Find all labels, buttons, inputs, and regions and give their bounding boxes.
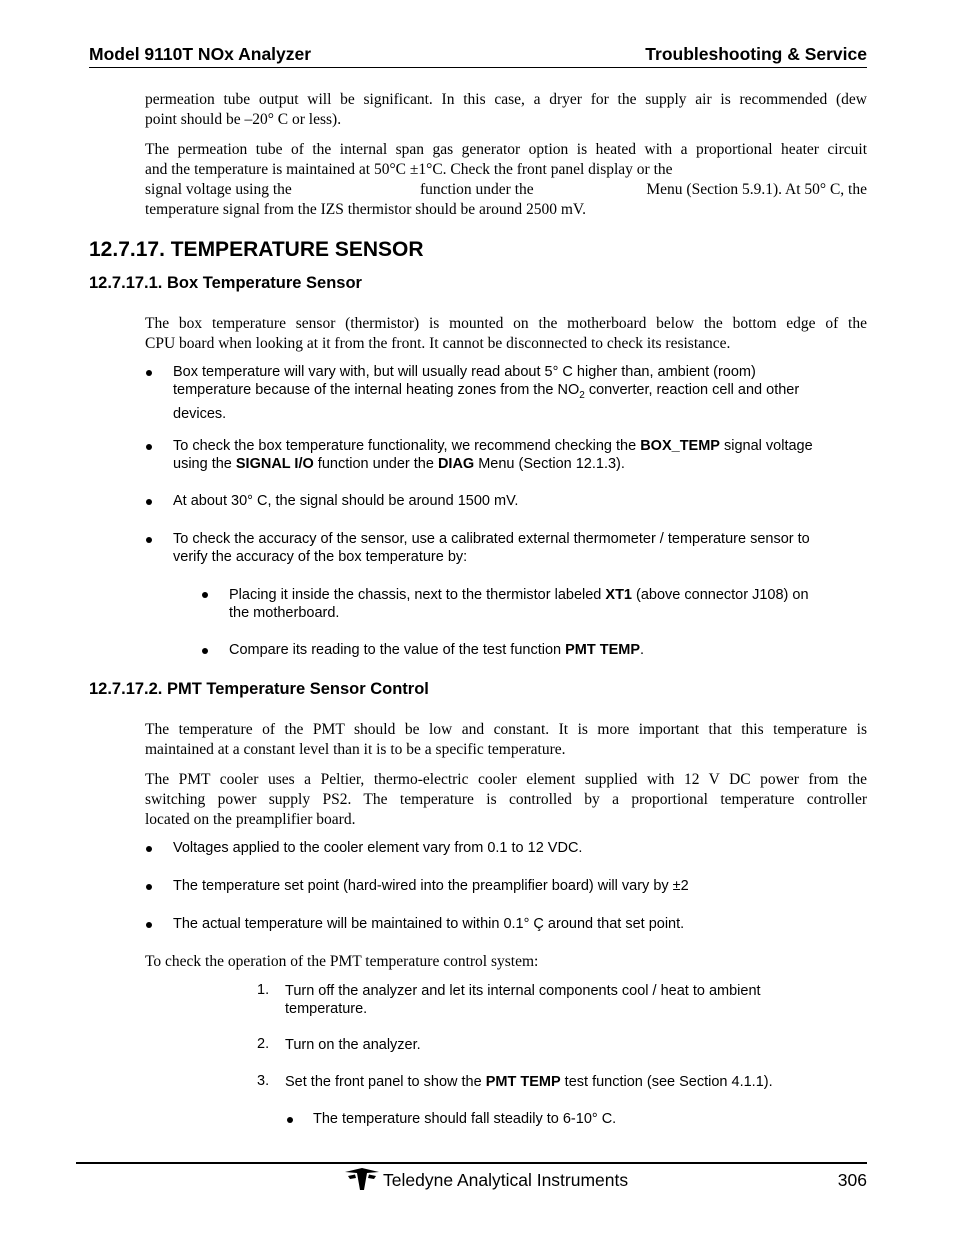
bullet-icon: [202, 648, 208, 654]
text-line: temperature.: [285, 1001, 368, 1017]
bullet-icon: [287, 1117, 293, 1123]
text-fragment: function under the: [313, 456, 438, 472]
text-line: [173, 455, 867, 473]
header-title: Model 9110T NOx Analyzer: [89, 44, 312, 64]
text-line: [145, 180, 867, 200]
thermistor-label: XT1: [605, 587, 632, 603]
text-line: permeation tube output will be significant. In this case, a dryer for the supply air is recommended (dew: [145, 91, 867, 108]
text-line: [229, 641, 867, 659]
text-line: The box temperature sensor (thermistor) is mounted on the motherboard below the bottom edge of the: [145, 315, 867, 332]
text-fragment: signal voltage: [719, 438, 813, 454]
bullet-icon: [202, 592, 208, 598]
text-fragment: signal voltage using the: [145, 181, 292, 198]
text-line: located on the preamplifier board.: [145, 811, 356, 828]
test-function-name: PMT TEMP: [565, 642, 641, 658]
step-item: [285, 1036, 867, 1054]
text-line: [229, 586, 867, 604]
text-fragment: (above connector J108) on: [632, 587, 809, 603]
text-fragment: Menu (Section 12.1.3).: [474, 456, 625, 472]
text-fragment: Compare its reading to the value of the test function: [229, 642, 566, 658]
text-line: CPU board when looking at it from the front. It cannot be disconnected to check its resistance.: [145, 335, 731, 352]
subsection-heading-pmt: 12.7.17.2. PMT Temperature Sensor Control: [89, 680, 429, 698]
text-line: Box temperature will vary with, but will usually read about 5° C higher than, ambient (room): [173, 364, 756, 380]
box-sensor-paragraph: [145, 314, 867, 354]
text-fragment: Placing it inside the chassis, next to the thermistor labeled: [229, 587, 606, 603]
step-number: 2.: [257, 1036, 270, 1052]
header-rule: [89, 67, 867, 68]
text-fragment: temperature because of the internal heating zones from the NO: [173, 382, 580, 398]
step-item: [285, 1073, 867, 1091]
list-item: [173, 363, 867, 423]
teledyne-logo-icon: [345, 1168, 379, 1190]
bullet-icon: [146, 922, 152, 928]
text-fragment: test function (see Section 4.1.1).: [560, 1074, 773, 1090]
menu-name: DIAG: [437, 456, 475, 472]
text-line: devices.: [173, 405, 227, 422]
text-line: The temperature set point (hard-wired into the preamplifier board) will vary by ±2: [173, 878, 689, 894]
step-item: [285, 982, 867, 1018]
text-line: [285, 1073, 867, 1091]
header-section: Troubleshooting & Service: [645, 44, 867, 64]
text-line: verify the accuracy of the box temperature by:: [173, 549, 468, 565]
text-line: the motherboard.: [229, 605, 340, 621]
step-number: 1.: [257, 982, 270, 998]
text-fragment: To check the box temperature functionality, we recommend checking the: [173, 438, 641, 454]
text-line: and the temperature is maintained at 50°C ±1°C. Check the front panel display or the: [145, 161, 673, 178]
subsection-heading-box: 12.7.17.1. Box Temperature Sensor: [89, 274, 362, 292]
text-fragment: function under the: [420, 181, 534, 198]
list-item: [173, 839, 867, 857]
text-fragment: using the: [173, 456, 236, 472]
function-name: SIGNAL I/O: [235, 456, 314, 472]
page-number: 306: [837, 1170, 867, 1190]
step-number: 3.: [257, 1073, 270, 1089]
check-intro: To check the operation of the PMT temperature control system:: [145, 953, 539, 970]
list-item: [313, 1110, 867, 1128]
text-fragment: Menu (Section 5.9.1). At 50° C, the: [646, 181, 867, 198]
signal-name: BOX_TEMP: [640, 438, 720, 454]
text-line: temperature signal from the IZS thermistor should be around 2500 mV.: [145, 201, 586, 218]
text-line: point should be –20° C or less).: [145, 111, 342, 128]
bullet-icon: [146, 884, 152, 890]
footer-company: Teledyne Analytical Instruments: [383, 1170, 629, 1190]
bullet-icon: [146, 444, 152, 450]
text-line: The temperature of the PMT should be low and constant. It is more important that this temperature is: [145, 721, 867, 738]
text-line: To check the accuracy of the sensor, use a calibrated external thermometer / temperature sensor to: [173, 531, 810, 547]
subscript: 2: [579, 389, 585, 401]
text-line: [173, 381, 867, 405]
text-line: switching power supply PS2. The temperature is controlled by a proportional temperature controller: [145, 791, 867, 808]
text-line: The temperature should fall steadily to 6-10° C.: [313, 1111, 617, 1127]
intro-paragraph-2: [145, 140, 867, 220]
section-heading: 12.7.17. TEMPERATURE SENSOR: [89, 238, 424, 261]
list-item: [229, 586, 867, 622]
text-line: At about 30° C, the signal should be around 1500 mV.: [173, 493, 519, 509]
text-line: [173, 437, 867, 455]
text-line: Turn on the analyzer.: [285, 1037, 421, 1053]
list-item: [173, 437, 867, 473]
footer-rule: [76, 1162, 867, 1164]
pmt-paragraph-2: [145, 770, 867, 830]
test-function-name: PMT TEMP: [485, 1074, 561, 1090]
text-line: Turn off the analyzer and let its internal components cool / heat to ambient: [285, 983, 761, 999]
text-fragment: converter, reaction cell and other: [584, 382, 800, 398]
text-fragment: .: [640, 642, 645, 658]
text-line: The actual temperature will be maintained to within 0.1° Ç around that set point.: [173, 916, 685, 932]
text-line: maintained at a constant level than it is to be a specific temperature.: [145, 741, 566, 758]
list-item: [173, 530, 867, 566]
bullet-icon: [146, 846, 152, 852]
text-line: The permeation tube of the internal span gas generator option is heated with a proportional heater circuit: [145, 141, 867, 158]
bullet-icon: [146, 537, 152, 543]
bullet-icon: [146, 370, 152, 376]
list-item: [173, 877, 867, 895]
bullet-icon: [146, 499, 152, 505]
list-item: [173, 492, 867, 510]
list-item: [173, 915, 867, 933]
text-line: The PMT cooler uses a Peltier, thermo-electric cooler element supplied with 12 V DC power from the: [145, 771, 867, 788]
pmt-paragraph-1: [145, 720, 867, 760]
text-line: Voltages applied to the cooler element vary from 0.1 to 12 VDC.: [173, 840, 583, 856]
list-item: [229, 641, 867, 659]
intro-paragraph-1: [145, 90, 867, 130]
text-fragment: Set the front panel to show the: [285, 1074, 486, 1090]
